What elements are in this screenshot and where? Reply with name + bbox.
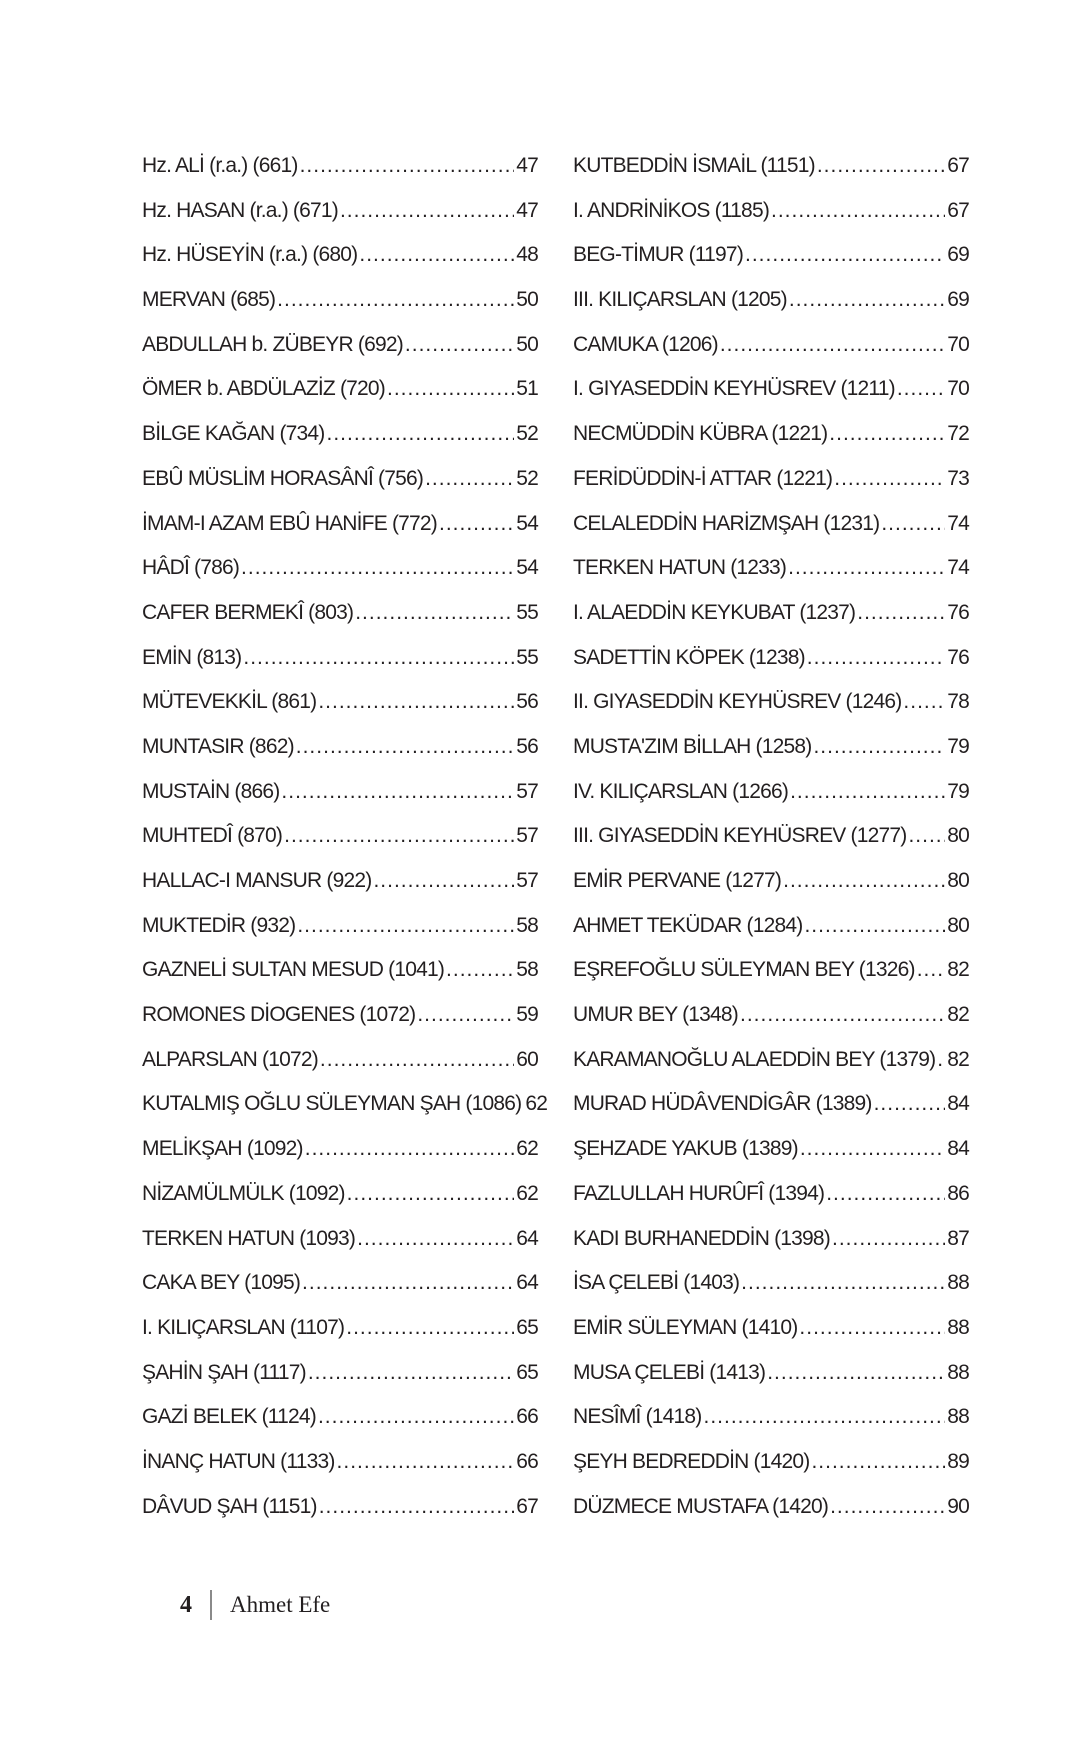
toc-entry-page: 55 [516, 600, 538, 624]
toc-entry [573, 333, 969, 378]
toc-entry [142, 1137, 538, 1182]
toc-entry-page: 64 [516, 1226, 538, 1250]
toc-entry [573, 1137, 969, 1182]
toc-entry-title: II. GIYASEDDİN KEYHÜSREV (1246) [573, 690, 902, 714]
toc-entry [573, 646, 969, 691]
toc-entry-page: 80 [947, 824, 969, 848]
toc-entry-page: 82 [947, 1047, 969, 1071]
toc-entry-page: 47 [516, 154, 538, 177]
dot-leader [387, 377, 514, 401]
toc-entry [142, 288, 538, 333]
toc-entry-title: İSA ÇELEBİ (1403) [573, 1271, 740, 1295]
toc-entry-title: KUTBEDDİN İSMAİL (1151) [573, 154, 815, 177]
dot-leader [908, 824, 945, 848]
toc-entry-page: 74 [947, 511, 969, 535]
toc-entry-page: 90 [947, 1494, 969, 1518]
toc-entry-title: ROMONES DİOGENES (1072) [142, 1003, 416, 1027]
toc-entry [573, 1271, 969, 1316]
toc-entry-page: 80 [947, 869, 969, 892]
toc-entry [142, 422, 538, 467]
toc-entry-title: EMİN (813) [142, 645, 242, 669]
toc-entry-page: 58 [516, 913, 538, 937]
toc-entry-page: 88 [947, 1405, 969, 1429]
dot-leader [243, 646, 514, 670]
dot-leader [359, 243, 514, 267]
toc-entry [573, 377, 969, 422]
toc-entry [142, 1495, 538, 1540]
toc-entry-page: 56 [516, 734, 538, 758]
toc-entry [573, 1003, 969, 1048]
toc-entry-page: 67 [947, 198, 969, 222]
dot-leader [296, 735, 514, 759]
toc-entry [573, 556, 969, 601]
dot-leader [740, 1003, 945, 1027]
dot-leader [771, 199, 945, 223]
dot-leader [284, 824, 514, 848]
dot-leader [811, 1450, 945, 1474]
toc-entry [573, 1092, 969, 1137]
toc-entry [142, 467, 538, 512]
toc-entry-page: 82 [947, 958, 969, 982]
toc-entry-title: ÖMER b. ABDÜLAZİZ (720) [142, 377, 386, 401]
dot-leader [790, 780, 945, 804]
toc-entry-page: 86 [947, 1181, 969, 1205]
toc-entry [142, 243, 538, 288]
toc-entry [142, 735, 538, 780]
toc-entry [142, 1092, 548, 1137]
toc-entry-title: DÜZMECE MUSTAFA (1420) [573, 1494, 829, 1518]
toc-entry [573, 735, 969, 780]
toc-entry-title: KARAMANOĞLU ALAEDDİN BEY (1379) [573, 1047, 936, 1071]
dot-leader [373, 869, 514, 893]
toc-entry-page: 89 [947, 1449, 969, 1473]
toc-entry-title: MURAD HÜDÂVENDİGÂR (1389) [573, 1092, 872, 1116]
toc-entry-page: 67 [947, 154, 969, 177]
toc-entry-title: BEG-TİMUR (1197) [573, 243, 744, 267]
dot-leader [320, 1048, 514, 1072]
dot-leader [326, 422, 514, 446]
toc-entry-title: UMUR BEY (1348) [573, 1003, 739, 1027]
toc-entry [142, 646, 538, 691]
toc-entry-title: EMİR PERVANE (1277) [573, 869, 782, 892]
dot-leader [789, 288, 945, 312]
toc-entry [573, 958, 969, 1003]
dot-leader [937, 1048, 945, 1072]
toc-entry-title: SADETTİN KÖPEK (1238) [573, 645, 805, 669]
toc-entry-page: 47 [516, 198, 538, 222]
toc-entry-page: 78 [947, 690, 969, 714]
toc-entry-page: 70 [947, 377, 969, 401]
toc-entry [573, 422, 969, 467]
toc-entry [142, 601, 538, 646]
toc-entry [573, 1405, 969, 1450]
toc-entry-title: HÂDÎ (786) [142, 556, 240, 580]
toc-entry [142, 824, 538, 869]
dot-leader [308, 1361, 514, 1385]
toc-entry [142, 1271, 538, 1316]
dot-leader [300, 154, 515, 178]
toc-entry [142, 780, 538, 825]
toc-entry-title: BİLGE KAĞAN (734) [142, 422, 325, 446]
page-footer [180, 1590, 330, 1620]
toc-entry-title: III. GIYASEDDİN KEYHÜSREV (1277) [573, 824, 907, 848]
dot-leader [347, 1182, 515, 1206]
dot-leader [826, 1182, 945, 1206]
toc-entry-page: 67 [516, 1494, 538, 1518]
toc-entry [573, 869, 969, 914]
dot-leader [417, 1003, 514, 1027]
toc-entry [573, 243, 969, 288]
toc-entry-title: NECMÜDDİN KÜBRA (1221) [573, 422, 828, 446]
toc-entry [573, 1227, 969, 1272]
toc-entry-title: TERKEN HATUN (1093) [142, 1226, 356, 1250]
dot-leader [319, 1495, 515, 1519]
toc-entry-page: 57 [516, 779, 538, 803]
dot-leader [741, 1271, 945, 1295]
dot-leader [903, 690, 945, 714]
toc-column-left [142, 154, 548, 1539]
toc-column-right [573, 154, 969, 1539]
toc-entry-title: GAZNELİ SULTAN MESUD (1041) [142, 958, 445, 982]
toc-entry-title: CELALEDDİN HARİZMŞAH (1231) [573, 511, 880, 535]
toc-entry [573, 1361, 969, 1406]
dot-leader [355, 601, 514, 625]
toc-entry-page: 76 [947, 645, 969, 669]
dot-leader [305, 1137, 514, 1161]
toc-entry-page: 54 [516, 556, 538, 580]
toc-entry-title: HALLAC-I MANSUR (922) [142, 869, 372, 892]
dot-leader [783, 869, 945, 893]
toc-entry [573, 601, 969, 646]
toc-entry [142, 333, 538, 378]
toc-entry-page: 60 [516, 1047, 538, 1071]
toc-entry-title: III. KILIÇARSLAN (1205) [573, 288, 787, 312]
toc-entry [142, 556, 538, 601]
toc-entry [142, 1182, 538, 1227]
toc-entry-title: MELİKŞAH (1092) [142, 1137, 303, 1161]
toc-entry-title: ŞEYH BEDREDDİN (1420) [573, 1449, 810, 1473]
toc-entry-page: 50 [516, 332, 538, 356]
dot-leader [767, 1361, 945, 1385]
toc-entry-title: ŞAHİN ŞAH (1117) [142, 1360, 306, 1384]
dot-leader [830, 1495, 945, 1519]
toc-entry-title: MUSTA'ZIM BİLLAH (1258) [573, 734, 812, 758]
dot-leader [813, 735, 945, 759]
toc-entry [573, 780, 969, 825]
toc-entry [142, 154, 538, 199]
toc-entry [573, 1495, 969, 1540]
dot-leader [829, 422, 945, 446]
toc-entry [142, 869, 538, 914]
toc-entry-title: NİZAMÜLMÜLK (1092) [142, 1181, 345, 1205]
dot-leader [318, 690, 514, 714]
toc-entry-title: KUTALMIŞ OĞLU SÜLEYMAN ŞAH (1086) [142, 1092, 522, 1116]
dot-leader [897, 377, 945, 401]
toc-entry-page: 82 [947, 1003, 969, 1027]
toc-entry-page: 88 [947, 1271, 969, 1295]
toc-entry-title: FERİDÜDDİN-İ ATTAR (1221) [573, 466, 833, 490]
toc-entry-page: 79 [947, 779, 969, 803]
toc-entry-page: 59 [516, 1003, 538, 1027]
toc-entry-page: 57 [516, 869, 538, 892]
toc-entry-page: 57 [516, 824, 538, 848]
dot-leader [281, 780, 514, 804]
toc-entry-page: 65 [516, 1315, 538, 1339]
toc-entry-page: 73 [947, 466, 969, 490]
dot-leader [832, 1227, 945, 1251]
dot-leader [817, 154, 945, 178]
toc-entry [573, 1450, 969, 1495]
toc-entry [573, 690, 969, 735]
dot-leader [807, 646, 945, 670]
toc-entry-page: 72 [947, 422, 969, 446]
toc-entry [573, 1316, 969, 1361]
toc-entry [142, 199, 538, 244]
dot-leader [804, 914, 945, 938]
toc-entry [573, 1048, 969, 1093]
toc-entry [142, 1450, 538, 1495]
toc-entry-title: MUHTEDÎ (870) [142, 824, 283, 848]
dot-leader [241, 556, 514, 580]
toc-entry-page: 70 [947, 332, 969, 356]
dot-leader [405, 333, 514, 357]
toc-entry-page: 66 [516, 1405, 538, 1429]
toc-entry-title: DÂVUD ŞAH (1151) [142, 1494, 317, 1518]
toc-entry-title: ABDULLAH b. ZÜBEYR (692) [142, 332, 403, 356]
dot-leader [277, 288, 514, 312]
toc-entry-page: 50 [516, 288, 538, 312]
toc-entry-title: TERKEN HATUN (1233) [573, 556, 787, 580]
toc-entry-page: 80 [947, 913, 969, 937]
toc-entry-page: 62 [525, 1092, 548, 1116]
dot-leader [302, 1271, 514, 1295]
toc-entry-title: Hz. HÜSEYİN (r.a.) (680) [142, 243, 358, 267]
page-number: 4 [180, 1591, 192, 1618]
dot-leader [799, 1316, 945, 1340]
dot-leader [788, 556, 945, 580]
toc-entry-title: CAMUKA (1206) [573, 332, 718, 356]
toc-entry [142, 690, 538, 735]
toc-entry-page: 64 [516, 1271, 538, 1295]
toc-entry-title: ŞEHZADE YAKUB (1389) [573, 1137, 798, 1161]
footer-divider [210, 1590, 212, 1620]
toc-entry-page: 52 [516, 422, 538, 446]
toc-entry-title: NESÎMÎ (1418) [573, 1405, 702, 1429]
toc-entry [573, 154, 969, 199]
dot-leader [439, 512, 514, 536]
dot-leader [745, 243, 945, 267]
toc-entry [573, 288, 969, 333]
toc-entry-page: 62 [516, 1137, 538, 1161]
toc-entry [573, 914, 969, 959]
toc-entry-title: FAZLULLAH HURÛFÎ (1394) [573, 1181, 825, 1205]
toc-entry [142, 1048, 538, 1093]
toc-entry-title: Hz. HASAN (r.a.) (671) [142, 198, 338, 222]
toc-entry [142, 1227, 538, 1272]
toc-entry-title: İNANÇ HATUN (1133) [142, 1449, 335, 1473]
dot-leader [703, 1405, 945, 1429]
toc-entry [573, 467, 969, 512]
toc-entry-title: I. GIYASEDDİN KEYHÜSREV (1211) [573, 377, 895, 401]
dot-leader [800, 1137, 945, 1161]
dot-leader [318, 1405, 514, 1429]
toc-entry-page: 79 [947, 734, 969, 758]
dot-leader [874, 1092, 946, 1116]
dot-leader [337, 1450, 515, 1474]
toc-entry [142, 512, 538, 557]
toc-entry-title: MUSTAİN (866) [142, 779, 280, 803]
dot-leader [834, 467, 945, 491]
dot-leader [881, 512, 945, 536]
toc-entry [573, 199, 969, 244]
toc-entry-page: 84 [947, 1137, 969, 1161]
toc-entry [142, 1361, 538, 1406]
toc-entry [573, 1182, 969, 1227]
toc-entry-title: CAKA BEY (1095) [142, 1271, 301, 1295]
dot-leader [340, 199, 514, 223]
toc-entry-title: I. KILIÇARSLAN (1107) [142, 1315, 345, 1339]
dot-leader [346, 1316, 514, 1340]
dot-leader [425, 467, 514, 491]
toc-entry-page: 56 [516, 690, 538, 714]
toc-entry-page: 74 [947, 556, 969, 580]
toc-entry-title: EBÛ MÜSLİM HORASÂNÎ (756) [142, 466, 424, 490]
toc-entry-title: MUSA ÇELEBİ (1413) [573, 1360, 766, 1384]
dot-leader [917, 958, 946, 982]
toc-entry [573, 824, 969, 869]
toc-entry-page: 69 [947, 288, 969, 312]
toc-entry-title: Hz. ALİ (r.a.) (661) [142, 154, 298, 177]
toc-entry [142, 1316, 538, 1361]
toc-entry-title: I. ALAEDDİN KEYKUBAT (1237) [573, 600, 856, 624]
toc-entry-title: IV. KILIÇARSLAN (1266) [573, 779, 789, 803]
toc-entry-page: 52 [516, 466, 538, 490]
toc-entry-page: 84 [947, 1092, 969, 1116]
toc-entry-page: 58 [516, 958, 538, 982]
toc-entry-title: GAZİ BELEK (1124) [142, 1405, 316, 1429]
toc-entry-page: 55 [516, 645, 538, 669]
toc-entry [142, 958, 538, 1003]
dot-leader [297, 914, 514, 938]
toc-entry-title: CAFER BERMEKÎ (803) [142, 600, 354, 624]
toc-entry-page: 69 [947, 243, 969, 267]
toc-entry-title: MERVAN (685) [142, 288, 276, 312]
toc-entry-title: MÜTEVEKKİL (861) [142, 690, 317, 714]
toc-entry-title: AHMET TEKÜDAR (1284) [573, 913, 803, 937]
toc-entry-page: 51 [516, 377, 538, 401]
toc-entry [573, 512, 969, 557]
dot-leader [446, 958, 514, 982]
toc-entry [142, 914, 538, 959]
toc-entry-page: 87 [947, 1226, 969, 1250]
dot-leader [357, 1227, 514, 1251]
toc-entry [142, 1003, 538, 1048]
toc-entry [142, 377, 538, 422]
toc-entry-title: İMAM-I AZAM EBÛ HANİFE (772) [142, 511, 437, 535]
toc-entry-title: ALPARSLAN (1072) [142, 1047, 318, 1071]
dot-leader [857, 601, 945, 625]
author-name: Ahmet Efe [230, 1592, 331, 1617]
toc-entry-title: MUKTEDİR (932) [142, 913, 296, 937]
toc-entry-title: I. ANDRİNİKOS (1185) [573, 198, 770, 222]
toc-entry-title: KADI BURHANEDDİN (1398) [573, 1226, 830, 1250]
toc-entry-page: 88 [947, 1315, 969, 1339]
toc-entry-page: 48 [516, 243, 538, 267]
toc-entry-page: 62 [516, 1181, 538, 1205]
toc-entry-page: 66 [516, 1449, 538, 1473]
toc-entry-page: 65 [516, 1360, 538, 1384]
toc-entry-title: EMİR SÜLEYMAN (1410) [573, 1315, 798, 1339]
toc-entry [142, 1405, 538, 1450]
toc-entry-page: 76 [947, 600, 969, 624]
toc-entry-page: 88 [947, 1360, 969, 1384]
toc-entry-title: MUNTASIR (862) [142, 734, 294, 758]
toc-entry-page: 54 [516, 511, 538, 535]
dot-leader [720, 333, 945, 357]
toc-entry-title: EŞREFOĞLU SÜLEYMAN BEY (1326) [573, 958, 915, 982]
